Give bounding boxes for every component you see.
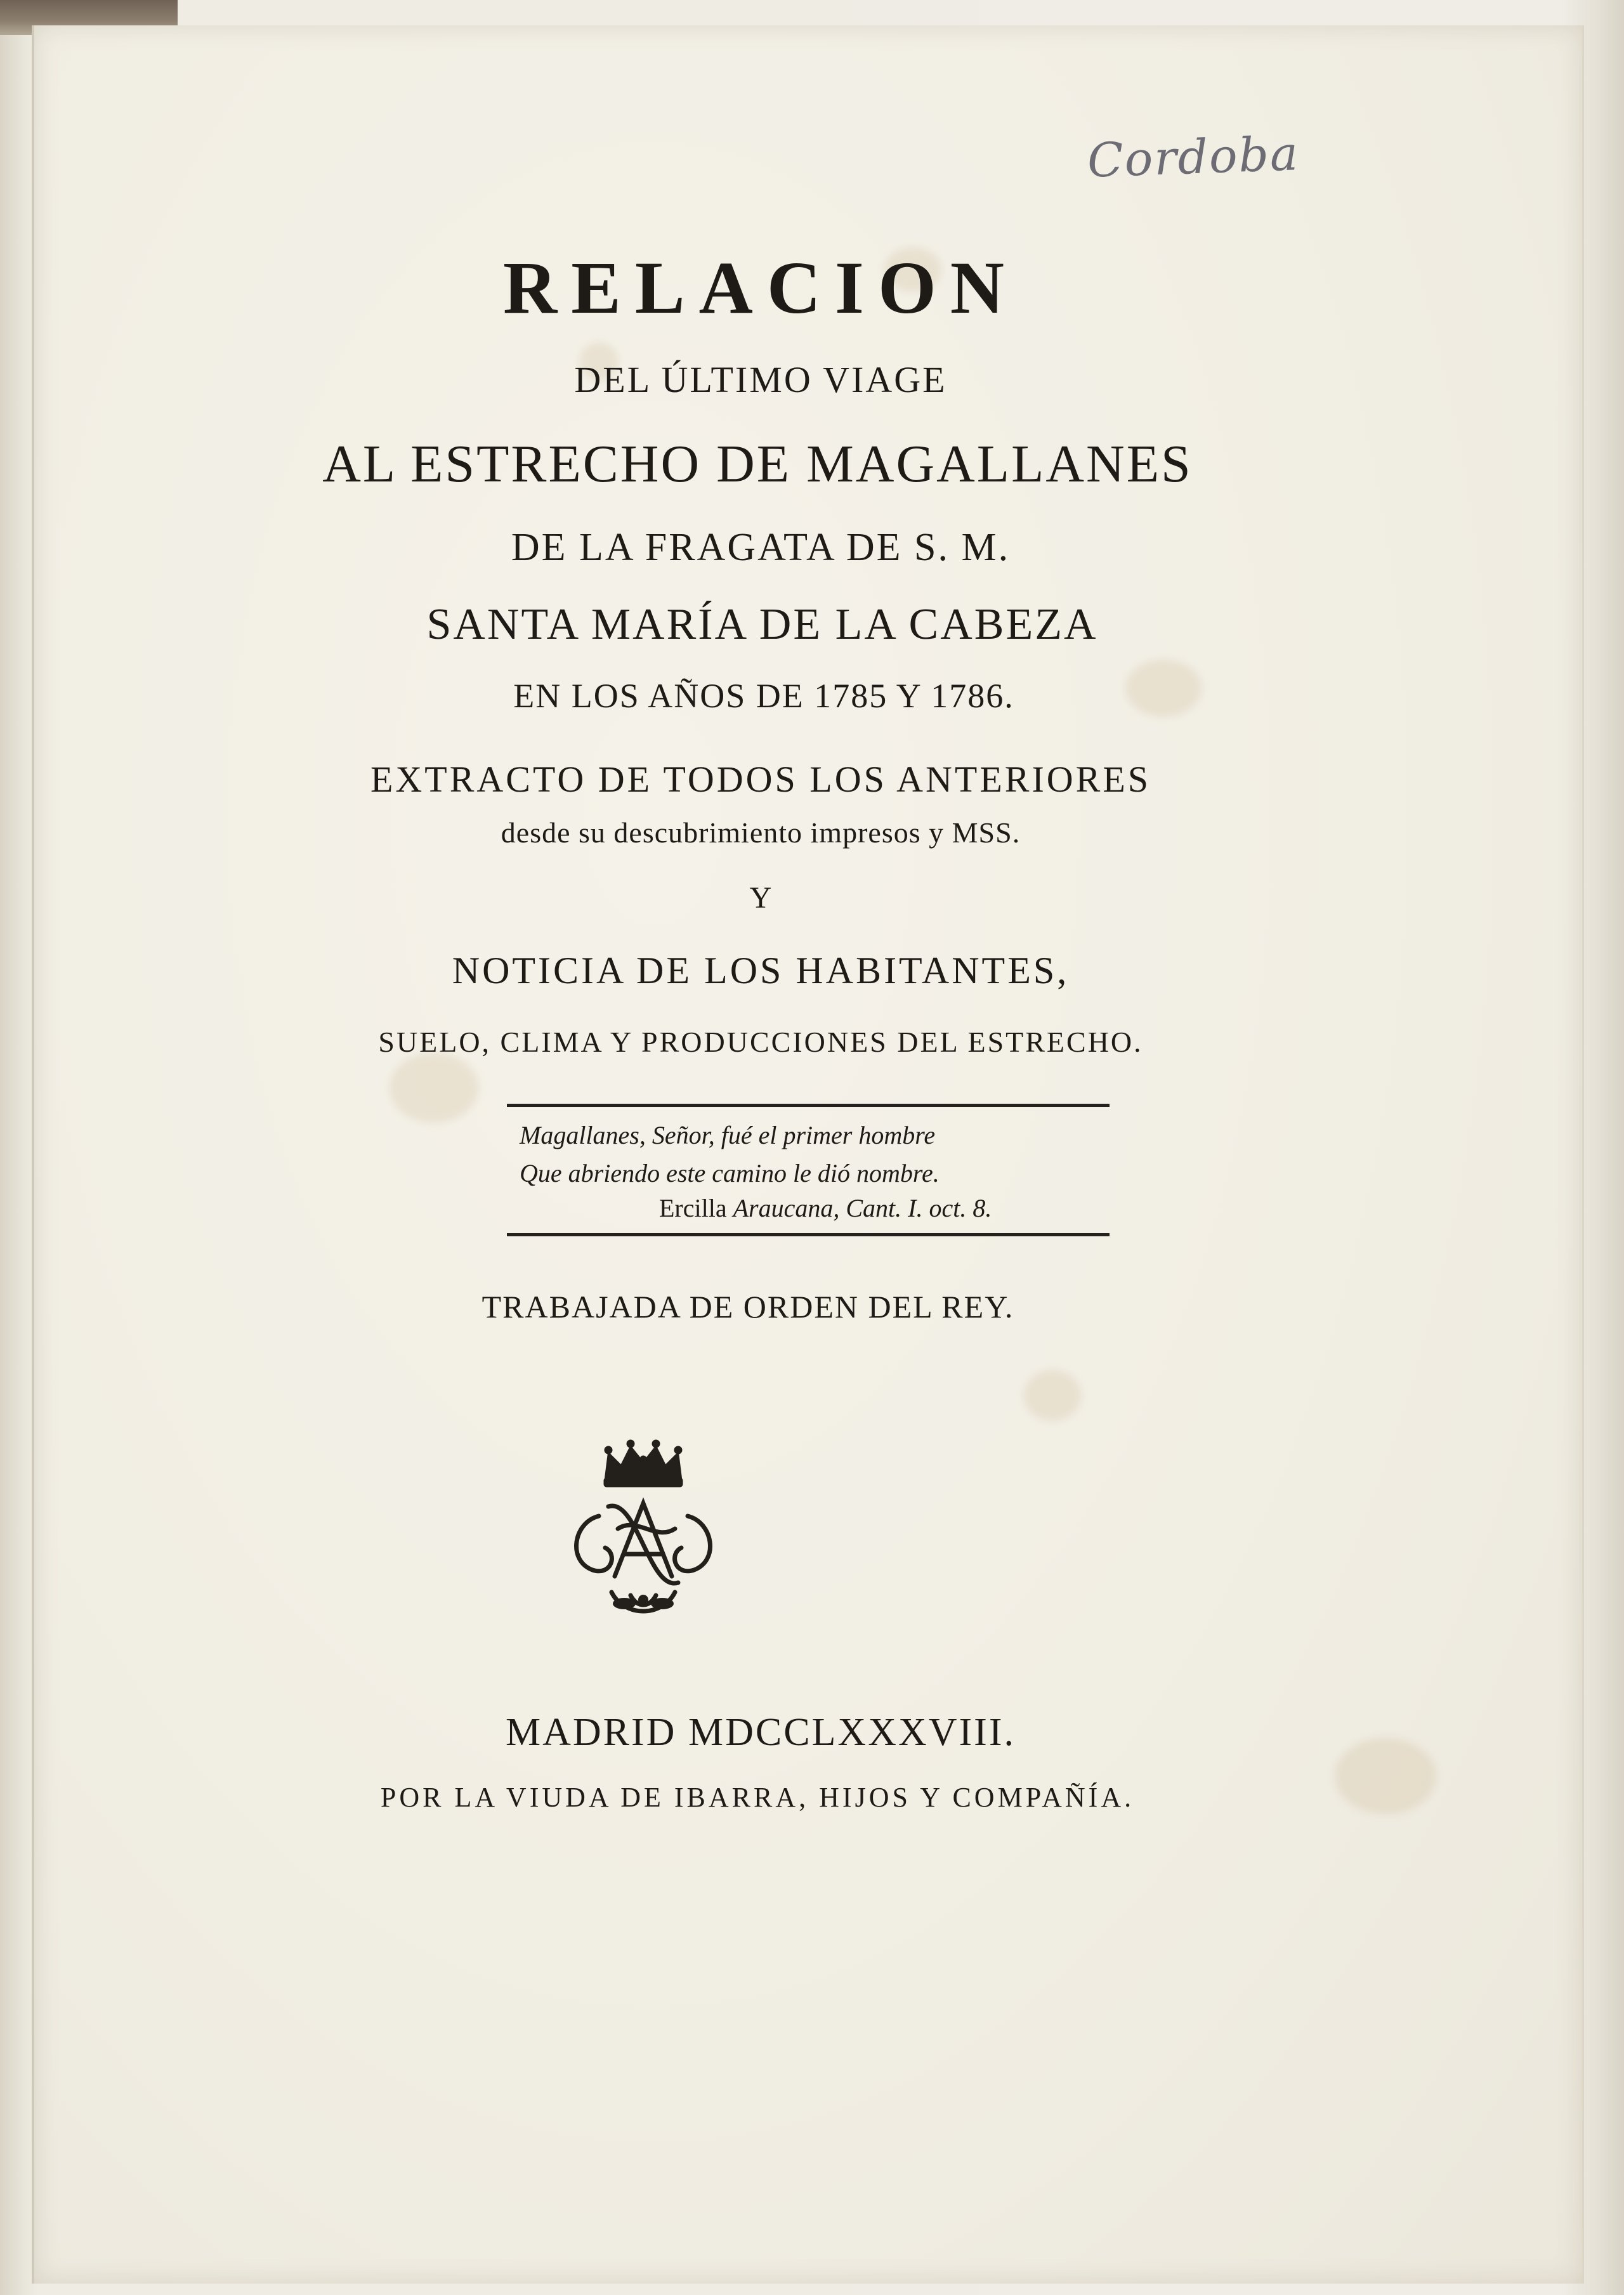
title-line2: DEL ÚLTIMO VIAGE — [574, 359, 947, 400]
epigraph-citation — [659, 1196, 992, 1221]
title-line3: AL ESTRECHO DE MAGALLANES — [322, 435, 1193, 494]
epigraph-top-rule — [507, 1104, 1110, 1107]
epigraph-line1: Magallanes, Señor, fué el primer hombre — [520, 1121, 936, 1149]
subtitle-conjunction: Y — [749, 881, 772, 915]
subtitle-line1: EXTRACTO DE TODOS LOS ANTERIORES — [370, 759, 1151, 800]
foxing-stain — [390, 1053, 478, 1123]
title-line6: EN LOS AÑOS DE 1785 Y 1786. — [513, 677, 1014, 715]
foxing-stain — [1024, 1370, 1081, 1421]
epigraph-author: Ercilla — [659, 1194, 727, 1222]
epigraph-work: Araucana, Cant. I. oct. 8. — [733, 1194, 992, 1222]
subtitle-line3: NOTICIA DE LOS HABITANTES, — [452, 950, 1070, 991]
imprint-printer: POR LA VIUDA DE IBARRA, HIJOS Y COMPAÑÍA. — [380, 1782, 1135, 1813]
imprint-place-date: MADRID MDCCLXXXVIII. — [506, 1711, 1016, 1754]
title-page — [32, 25, 1584, 2284]
epigraph-line2: Que abriendo este camino le dió nombre. — [520, 1159, 940, 1187]
title-line4: DE LA FRAGATA DE S. M. — [511, 526, 1011, 569]
title-main: RELACION — [503, 246, 1018, 329]
commission-line: TRABAJADA DE ORDEN DEL REY. — [481, 1289, 1014, 1324]
subtitle-line4: SUELO, CLIMA Y PRODUCCIONES DEL ESTRECHO. — [378, 1026, 1143, 1058]
title-line5: SANTA MARÍA DE LA CABEZA — [426, 600, 1098, 649]
royal-monogram-ornament — [561, 1434, 726, 1624]
handwritten-note: Cordoba — [1086, 126, 1300, 188]
epigraph-bottom-rule — [507, 1233, 1110, 1236]
subtitle-line2: desde su descubrimiento impresos y MSS. — [501, 816, 1021, 849]
